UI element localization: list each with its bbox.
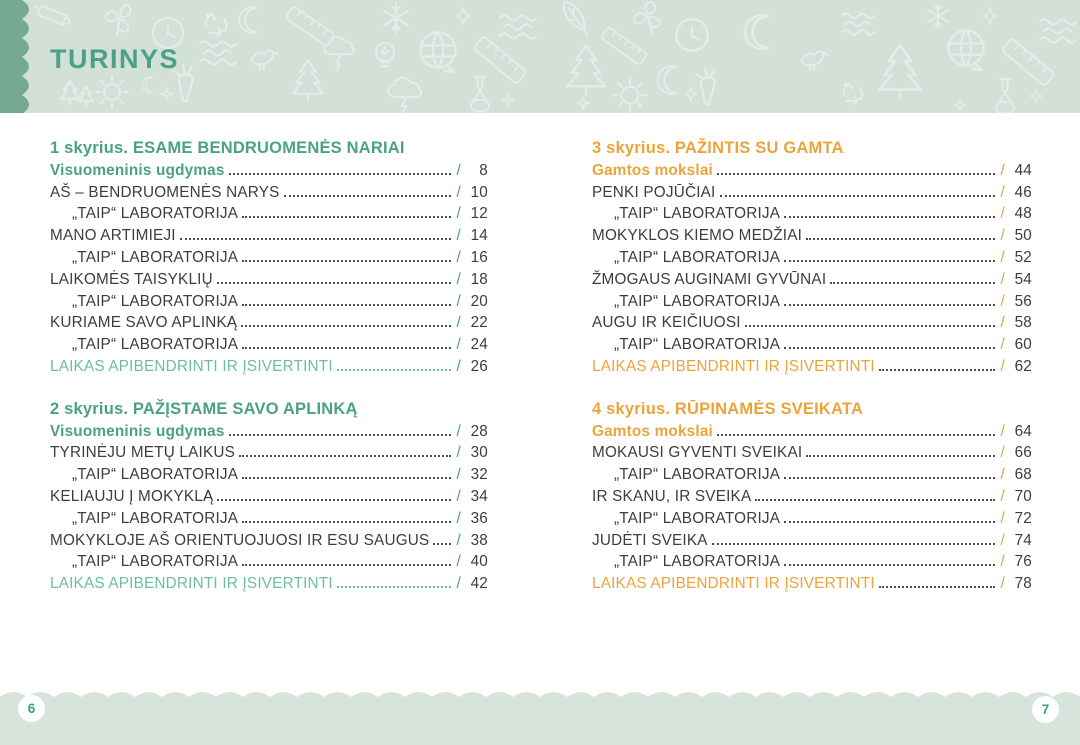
toc-entry xyxy=(592,291,1032,313)
toc-entry xyxy=(50,160,488,182)
entry-page-number: 32 xyxy=(470,466,488,484)
recycle-icon xyxy=(206,14,227,37)
entry-label: „TAIP“ LABORATORIJA xyxy=(72,248,239,266)
entry-label: „TAIP“ LABORATORIJA xyxy=(72,466,239,484)
ruler-icon xyxy=(601,27,648,65)
toc-entry xyxy=(50,486,488,508)
entry-label: Visuomeninis ugdymas xyxy=(50,161,225,179)
dotted-leader xyxy=(784,477,994,479)
entry-page-number: 52 xyxy=(1014,248,1032,266)
entry-label: „TAIP“ LABORATORIJA xyxy=(614,292,781,310)
pinwheel-icon xyxy=(101,2,134,38)
entry-label: „TAIP“ LABORATORIJA xyxy=(72,509,239,527)
entry-page-number: 70 xyxy=(1014,487,1032,505)
entry-label: MOKAUSI GYVENTI SVEIKAI xyxy=(592,444,803,462)
trees-icon xyxy=(61,81,93,105)
star-icon xyxy=(984,8,997,24)
slash-separator: / xyxy=(1000,227,1005,245)
sun-icon xyxy=(96,76,128,108)
entry-page-number: 46 xyxy=(1014,183,1032,201)
clock-icon xyxy=(676,19,708,51)
slash-separator: / xyxy=(1000,531,1005,549)
slash-separator: / xyxy=(1000,314,1005,332)
entry-page-number: 42 xyxy=(470,575,488,593)
dotted-leader xyxy=(242,347,450,349)
dotted-leader xyxy=(337,369,451,371)
toc-entry xyxy=(50,269,488,291)
dotted-leader xyxy=(806,238,994,240)
toc-entry xyxy=(50,356,488,378)
toc-entry xyxy=(592,203,1032,225)
dotted-leader xyxy=(242,260,450,262)
flask-icon xyxy=(996,79,1014,113)
slash-separator: / xyxy=(456,292,461,310)
dotted-leader xyxy=(712,543,995,545)
pencil-icon xyxy=(32,3,72,27)
slash-separator: / xyxy=(456,444,461,462)
entry-page-number: 78 xyxy=(1014,575,1032,593)
toc-entry xyxy=(50,551,488,573)
slash-separator: / xyxy=(456,183,461,201)
entry-label: AŠ – BENDRUOMENĖS NARYS xyxy=(50,183,280,201)
toc-entry xyxy=(592,269,1032,291)
dotted-leader xyxy=(745,325,995,327)
slash-separator: / xyxy=(456,575,461,593)
entry-label: ŽMOGAUS AUGINAMI GYVŪNAI xyxy=(592,270,827,288)
entry-label: „TAIP“ LABORATORIJA xyxy=(614,205,781,223)
globe-icon xyxy=(420,32,455,72)
entry-page-number: 22 xyxy=(470,314,488,332)
snowflake-icon xyxy=(928,4,948,27)
toc-column-right xyxy=(592,138,1032,595)
lightning-icon xyxy=(402,98,406,113)
toc-entry xyxy=(50,203,488,225)
snowflake-icon xyxy=(384,4,408,33)
toc-entry xyxy=(592,312,1032,334)
dotted-leader xyxy=(879,586,995,588)
tree-icon xyxy=(567,46,604,94)
toc-entry xyxy=(50,312,488,334)
slash-separator: / xyxy=(456,227,461,245)
toc-entry xyxy=(592,334,1032,356)
dotted-leader xyxy=(242,477,450,479)
entry-page-number: 12 xyxy=(470,205,488,223)
bird-icon xyxy=(251,50,278,69)
header-band xyxy=(0,0,1080,113)
dotted-leader xyxy=(239,455,451,457)
slash-separator: / xyxy=(456,509,461,527)
slash-separator: / xyxy=(1000,487,1005,505)
entry-page-number: 34 xyxy=(470,487,488,505)
slash-separator: / xyxy=(1000,248,1005,266)
toc-section xyxy=(592,399,1032,595)
slash-separator: / xyxy=(456,531,461,549)
dotted-leader xyxy=(217,282,451,284)
entry-page-number: 44 xyxy=(1014,161,1032,179)
flask-icon xyxy=(471,77,489,111)
entry-page-number: 28 xyxy=(470,422,488,440)
toc-entry xyxy=(50,291,488,313)
toc-entry xyxy=(50,464,488,486)
slash-separator: / xyxy=(1000,509,1005,527)
entry-label: „TAIP“ LABORATORIJA xyxy=(72,205,239,223)
toc-entry xyxy=(592,247,1032,269)
entry-page-number: 30 xyxy=(470,444,488,462)
dotted-leader xyxy=(879,369,995,371)
toc-section xyxy=(50,399,488,595)
dotted-leader xyxy=(337,586,451,588)
dotted-leader xyxy=(229,434,451,436)
entry-page-number: 40 xyxy=(470,553,488,571)
bird-icon xyxy=(801,51,828,70)
toc-entry xyxy=(592,225,1032,247)
entry-label: Gamtos mokslai xyxy=(592,422,713,440)
entry-page-number: 16 xyxy=(470,248,488,266)
entry-page-number: 14 xyxy=(470,227,488,245)
moon-icon xyxy=(142,77,153,92)
toc-entry xyxy=(50,508,488,530)
tree-icon xyxy=(293,60,324,100)
dotted-leader xyxy=(784,260,994,262)
sparkle-icon xyxy=(502,94,515,107)
chapter-heading: 4 skyrius. RŪPINAMĖS SVEIKATA xyxy=(592,399,864,418)
entry-label: LAIKAS APIBENDRINTI IR ĮSIVERTINTI xyxy=(592,575,875,593)
toc-entry xyxy=(592,182,1032,204)
toc-section xyxy=(592,138,1032,378)
page-title: TURINYS xyxy=(50,44,180,74)
entry-label: KURIAME SAVO APLINKĄ xyxy=(50,314,238,332)
entry-label: IR SKANU, IR SVEIKA xyxy=(592,487,752,505)
dotted-leader xyxy=(784,216,994,218)
toc-entry xyxy=(592,530,1032,552)
entry-page-number: 48 xyxy=(1014,205,1032,223)
slash-separator: / xyxy=(456,487,461,505)
dotted-leader xyxy=(720,195,995,197)
entry-page-number: 58 xyxy=(1014,314,1032,332)
toc-entry xyxy=(50,421,488,443)
page-number-left: 6 xyxy=(18,695,45,722)
entry-label: „TAIP“ LABORATORIJA xyxy=(72,292,239,310)
entry-page-number: 8 xyxy=(479,161,488,179)
slash-separator: / xyxy=(456,248,461,266)
entry-label: „TAIP“ LABORATORIJA xyxy=(72,336,239,354)
dotted-leader xyxy=(242,304,450,306)
toc-entry xyxy=(592,573,1032,595)
entry-label: LAIKAS APIBENDRINTI IR ĮSIVERTINTI xyxy=(592,357,875,375)
toc-entry xyxy=(50,225,488,247)
entry-page-number: 64 xyxy=(1014,422,1032,440)
entry-label: LAIKAS APIBENDRINTI IR ĮSIVERTINTI xyxy=(50,357,333,375)
moon-icon xyxy=(745,15,768,49)
toc-entry xyxy=(592,486,1032,508)
entry-label: KELIAUJU Į MOKYKLĄ xyxy=(50,487,214,505)
dotted-leader xyxy=(242,564,450,566)
entry-label: TYRINĖJU METŲ LAIKUS xyxy=(50,444,236,462)
tree-icon xyxy=(880,45,921,98)
pinwheel-icon xyxy=(629,0,664,38)
dotted-leader xyxy=(830,282,994,284)
slash-separator: / xyxy=(1000,422,1005,440)
entry-page-number: 26 xyxy=(470,357,488,375)
dotted-leader xyxy=(717,173,995,175)
entry-page-number: 18 xyxy=(470,270,488,288)
entry-label: AUGU IR KEIČIUOSI xyxy=(592,314,741,332)
entry-label: MOKYKLOJE AŠ ORIENTUOJUOSI IR ESU SAUGUS xyxy=(50,531,430,549)
slash-separator: / xyxy=(456,336,461,354)
entry-page-number: 10 xyxy=(470,183,488,201)
dotted-leader xyxy=(784,304,994,306)
carrot-icon xyxy=(696,68,715,105)
toc-entry xyxy=(592,508,1032,530)
slash-separator: / xyxy=(1000,357,1005,375)
entry-page-number: 54 xyxy=(1014,270,1032,288)
toc-entry xyxy=(50,334,488,356)
page-number-right: 7 xyxy=(1032,696,1059,723)
entry-label: MOKYKLOS KIEMO MEDŽIAI xyxy=(592,227,803,245)
entry-label: „TAIP“ LABORATORIJA xyxy=(614,509,781,527)
slash-separator: / xyxy=(1000,466,1005,484)
slash-separator: / xyxy=(1000,270,1005,288)
lightbulb-icon xyxy=(376,43,394,66)
entry-label: LAIKOMĖS TAISYKLIŲ xyxy=(50,270,213,288)
entry-label: „TAIP“ LABORATORIJA xyxy=(72,553,239,571)
entry-label: „TAIP“ LABORATORIJA xyxy=(614,466,781,484)
toc-entry xyxy=(50,247,488,269)
dotted-leader xyxy=(806,455,994,457)
slash-separator: / xyxy=(456,270,461,288)
footer-wave-band xyxy=(0,687,1080,745)
cloud-icon xyxy=(388,78,421,97)
toc-entry xyxy=(50,182,488,204)
entry-label: „TAIP“ LABORATORIJA xyxy=(614,248,781,266)
entry-page-number: 62 xyxy=(1014,357,1032,375)
dotted-leader xyxy=(433,543,450,545)
entry-page-number: 36 xyxy=(470,509,488,527)
dotted-leader xyxy=(284,195,451,197)
entry-page-number: 60 xyxy=(1014,336,1032,354)
slash-separator: / xyxy=(1000,575,1005,593)
toc-entry xyxy=(592,464,1032,486)
slash-separator: / xyxy=(456,466,461,484)
entry-label: MANO ARTIMIEJI xyxy=(50,227,176,245)
slash-separator: / xyxy=(1000,444,1005,462)
entry-label: Gamtos mokslai xyxy=(592,161,713,179)
moon-icon xyxy=(239,7,256,32)
entry-label: PENKI POJŪČIAI xyxy=(592,183,716,201)
entry-label: JUDĖTI SVEIKA xyxy=(592,531,708,549)
toc-entry xyxy=(50,573,488,595)
slash-separator: / xyxy=(1000,336,1005,354)
slash-separator: / xyxy=(456,161,461,179)
toc-column-left xyxy=(50,138,488,595)
star-icon xyxy=(457,8,470,24)
slash-separator: / xyxy=(1000,292,1005,310)
entry-label: Visuomeninis ugdymas xyxy=(50,422,225,440)
entry-page-number: 74 xyxy=(1014,531,1032,549)
side-strip xyxy=(0,0,36,113)
entry-page-number: 56 xyxy=(1014,292,1032,310)
star-icon xyxy=(685,87,696,101)
entry-label: LAIKAS APIBENDRINTI IR ĮSIVERTINTI xyxy=(50,575,333,593)
slash-separator: / xyxy=(456,205,461,223)
chapter-heading: 3 skyrius. PAŽINTIS SU GAMTA xyxy=(592,139,844,157)
slash-separator: / xyxy=(1000,161,1005,179)
slash-separator: / xyxy=(456,357,461,375)
waves-icon xyxy=(842,14,874,35)
chapter-heading: 1 skyrius. ESAME BENDRUOMENĖS NARIAI xyxy=(50,139,405,157)
waves-icon xyxy=(200,42,236,65)
entry-page-number: 76 xyxy=(1014,553,1032,571)
toc-entry xyxy=(592,356,1032,378)
entry-page-number: 20 xyxy=(470,292,488,310)
sparkle-icon xyxy=(954,99,967,112)
toc-entry xyxy=(50,530,488,552)
globe-icon xyxy=(948,30,983,70)
entry-page-number: 66 xyxy=(1014,444,1032,462)
toc-entry xyxy=(592,551,1032,573)
waves-icon xyxy=(1040,20,1076,43)
entry-page-number: 38 xyxy=(470,531,488,549)
entry-page-number: 50 xyxy=(1014,227,1032,245)
slash-separator: / xyxy=(456,314,461,332)
ruler-icon xyxy=(285,6,335,47)
toc-entry xyxy=(592,442,1032,464)
toc-entry xyxy=(592,421,1032,443)
dotted-leader xyxy=(217,499,450,501)
dotted-leader xyxy=(242,216,450,218)
dotted-leader xyxy=(229,173,451,175)
slash-separator: / xyxy=(1000,205,1005,223)
entry-label: „TAIP“ LABORATORIJA xyxy=(614,553,781,571)
dotted-leader xyxy=(784,564,994,566)
toc-entry xyxy=(50,442,488,464)
moon-icon xyxy=(658,66,677,94)
chapter-heading: 2 skyrius. PAŽĮSTAME SAVO APLINKĄ xyxy=(50,399,358,418)
toc-entry xyxy=(592,160,1032,182)
dotted-leader xyxy=(784,521,994,523)
sparkle-icon xyxy=(1030,90,1043,103)
slash-separator: / xyxy=(456,553,461,571)
slash-separator: / xyxy=(1000,553,1005,571)
toc-section xyxy=(50,138,488,378)
entry-page-number: 72 xyxy=(1014,509,1032,527)
dotted-leader xyxy=(784,347,994,349)
slash-separator: / xyxy=(456,422,461,440)
sun-icon xyxy=(613,78,647,112)
entry-page-number: 68 xyxy=(1014,466,1032,484)
entry-label: „TAIP“ LABORATORIJA xyxy=(614,336,781,354)
sparkle-icon xyxy=(161,88,174,101)
dotted-leader xyxy=(242,521,450,523)
cloud-icon xyxy=(324,37,353,54)
feather-icon xyxy=(559,0,593,39)
slash-separator: / xyxy=(1000,183,1005,201)
dotted-leader xyxy=(755,499,994,501)
recycle-icon xyxy=(844,84,863,105)
waves-icon xyxy=(500,16,536,39)
lightning-icon xyxy=(336,56,340,71)
dotted-leader xyxy=(241,325,450,327)
dotted-leader xyxy=(717,434,995,436)
dotted-leader xyxy=(180,238,451,240)
entry-page-number: 24 xyxy=(470,336,488,354)
sparkle-icon xyxy=(577,97,590,110)
